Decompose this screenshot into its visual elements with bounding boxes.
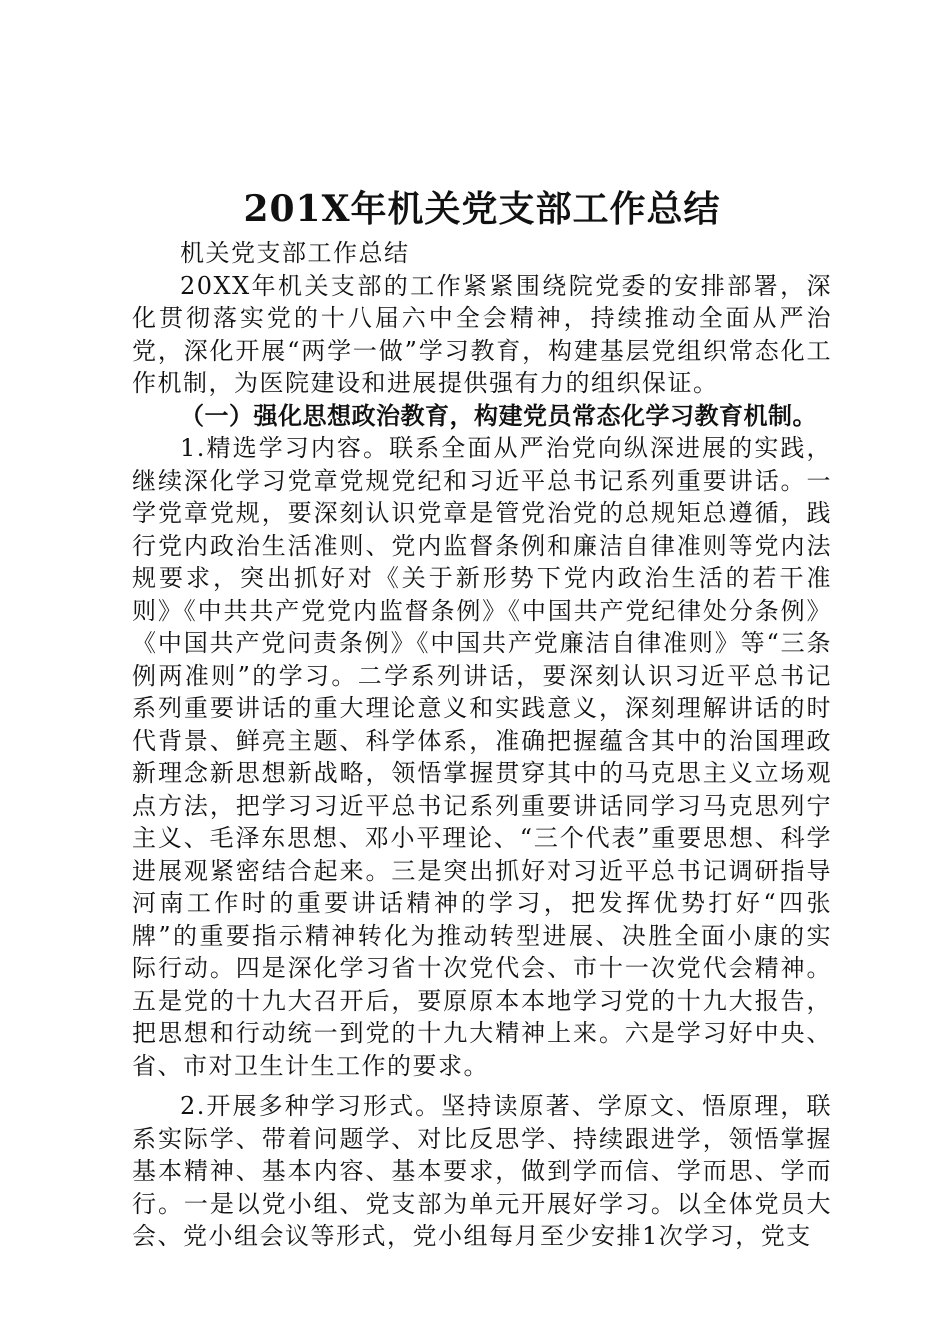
item-1-paragraph: 1.精选学习内容。联系全面从严治党向纵深进展的实践，继续深化学习党章党规党纪和习近平总书记系列重要讲话。一学党章党规，要深刻认识党章是管党治党的总规矩总遵循，践行党内政治生活准则、党内监督条例和廉洁自律准则等党内法规要求，突出抓好对《关于新形势下党内政治生活的若干准则》《中共共产党党内监督条例》《中国共产党纪律处分条例》《中国共产党问责条例》《中国共产党廉洁自律准则》等“三条例两准则”的学习。二学系列讲话，要深刻认识习近平总书记系列重要讲话的重大理论意义和实践意义，深刻理解讲话的时代背景、鲜亮主题、科学体系，准确把握蕴含其中的治国理政新理念新思想新战略，领悟掌握贯穿其中的马克思主义立场观点方法，把学习习近平总书记系列重要讲话同学习马克思列宁主义、毛泽东思想、邓小平理论、“三个代表”重要思想、科学进展观紧密结合起来。三是突出抓好对习近平总书记调研指导河南工作时的重要讲话精神的学习，把发挥优势打好“四张牌”的重要指示精神转化为推动转型进展、决胜全面小康的实际行动。四是深化学习省十次党代会、市十一次党代会精神。五是党的十九大召开后，要原原本本地学习党的十九大报告，把思想和行动统一到党的十九大精神上来。六是学习好中央、省、市对卫生计生工作的要求。 [132, 434, 832, 1080]
intro-paragraph: 20XX年机关支部的工作紧紧围绕院党委的安排部署，深化贯彻落实党的十八届六中全会精神，持续推动全面从严治党，深化开展“两学一做”学习教育，构建基层党组织常态化工作机制，为医院建设和进展提供强有力的组织保证。 [132, 271, 832, 397]
document-title: 201X年机关党支部工作总结 [243, 188, 721, 230]
section-heading: （一）强化思想政治教育，构建党员常态化学习教育机制。 [180, 400, 817, 430]
item-2-paragraph: 2.开展多种学习形式。坚持读原著、学原文、悟原理，联系实际学、带着问题学、对比反思学、持续跟进学，领悟掌握基本精神、基本内容、基本要求，做到学而信、学而思、学而行。一是以党小组、党支部为单元开展好学习。以全体党员大会、党小组会议等形式，党小组每月至少安排1次学习，党支 [132, 1092, 832, 1250]
document-subtitle: 机关党支部工作总结 [180, 239, 410, 267]
document-page [132, 185, 832, 1253]
